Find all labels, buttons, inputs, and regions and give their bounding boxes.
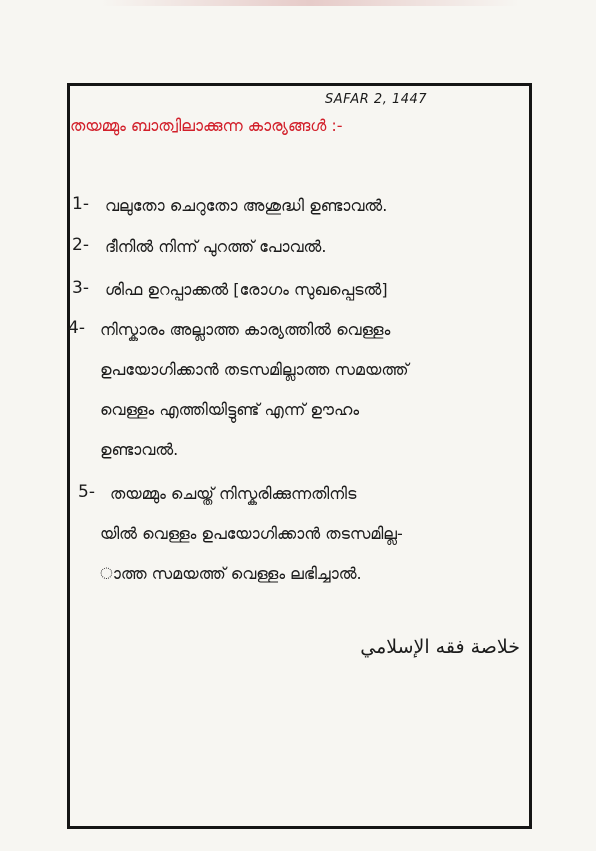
item-5-number: 5- <box>78 482 95 502</box>
item-1-line-1: വലുതോ ചെറുതോ അശുദ്ധി ഉണ്ടാവൽ. <box>105 196 388 215</box>
item-5-line-2: യിൽ വെള്ളം ഉപയോഗിക്കാൻ തടസമില്ല- <box>100 524 403 543</box>
note-date: SAFAR 2, 1447 <box>325 92 428 107</box>
item-4-number: 4- <box>68 318 85 338</box>
item-1-number: 1- <box>72 194 89 214</box>
item-2-line-1: ദീനിൽ നിന്ന് പുറത്ത് പോവൽ. <box>105 237 327 256</box>
top-edge-smudge <box>100 0 520 6</box>
item-5-line-3: ാത്ത സമയത്ത് വെള്ളം ലഭിച്ചാൽ. <box>100 564 362 583</box>
item-4-line-2: ഉപയോഗിക്കാൻ തടസമില്ലാത്ത സമയത്ത് <box>100 360 409 379</box>
source-reference: خلاصة فقه الإسلامي <box>360 636 520 658</box>
item-5-line-1: തയമ്മും ചെയ്ത് നിസ്കരിക്കുന്നതിനിട <box>110 484 357 503</box>
item-4-line-4: ഉണ്ടാവൽ. <box>100 440 179 459</box>
item-4-line-3: വെള്ളം എത്തിയിട്ടുണ്ട് എന്ന് ഊഹം <box>100 400 360 419</box>
note-heading: തയമ്മും ബാത്വിലാക്കുന്ന കാര്യങ്ങൾ :- <box>70 116 343 135</box>
item-2-number: 2- <box>72 235 89 255</box>
item-3-line-1: ശിഫ ഉറപ്പാക്കൽ [രോഗം സുഖപ്പെടൽ] <box>105 280 388 299</box>
item-3-number: 3- <box>72 278 89 298</box>
item-4-line-1: നിസ്കാരം അല്ലാത്ത കാര്യത്തിൽ വെള്ളം <box>100 320 391 339</box>
